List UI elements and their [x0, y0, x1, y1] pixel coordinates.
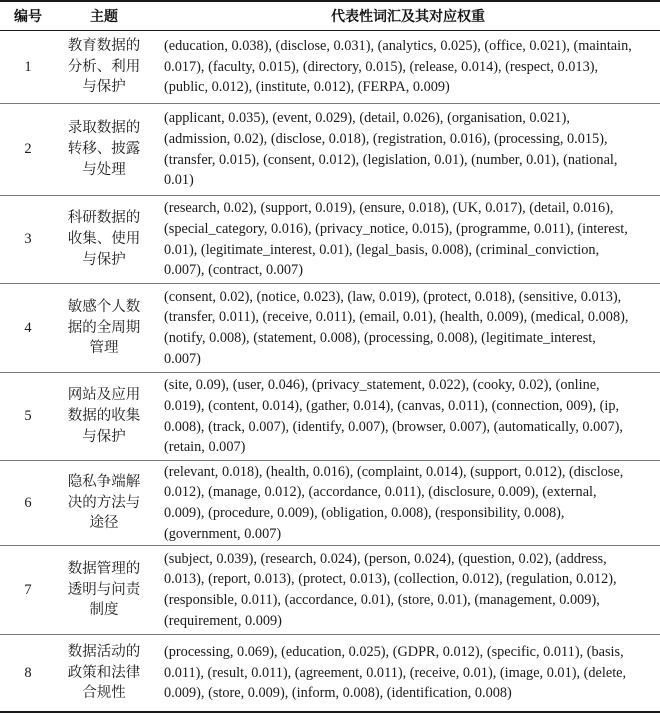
row-id: 5	[24, 408, 32, 424]
terms-line: 0.013), (report, 0.013), (protect, 0.013), (collection, 0.012), (regulation, 0.012),	[164, 571, 617, 588]
terms-line: 0.012), (manage, 0.012), (accordance, 0.011), (disclosure, 0.009), (external,	[164, 484, 597, 501]
topic-line: 据的全周期	[67, 319, 141, 336]
terms-line: 0.01), (legitimate_interest, 0.01), (legal_basis, 0.008), (criminal_conviction,	[164, 241, 600, 258]
row-id: 2	[24, 141, 32, 157]
row-id: 8	[24, 664, 32, 681]
terms-line: 0.007)	[164, 350, 201, 367]
topic-cell	[56, 559, 156, 621]
terms-line: (special_category, 0.016), (privacy_notice, 0.015), (programme, 0.011), (interest,	[164, 220, 628, 237]
terms-line: (admission, 0.02), (disclose, 0.018), (registration, 0.016), (processing, 0.015),	[164, 130, 608, 147]
terms-line: 0.009), (procedure, 0.009), (obligation, 0.008), (responsibility, 0.008),	[164, 505, 565, 521]
table-row	[0, 635, 660, 713]
topic-cell	[56, 297, 156, 359]
terms-cell	[156, 287, 660, 369]
terms-line: (consent, 0.02), (notice, 0.023), (law, 0.019), (protect, 0.018), (sensitive, 0.013),	[164, 288, 622, 305]
terms-cell	[156, 462, 660, 544]
topic-cell	[56, 208, 156, 270]
row-id: 6	[24, 494, 32, 511]
table-row	[0, 546, 660, 635]
terms-cell	[156, 549, 660, 631]
topic-cell	[56, 472, 156, 534]
header-topic: 主题	[90, 9, 118, 25]
topic-line: 教育数据的	[67, 37, 141, 54]
terms-line: (transfer, 0.015), (consent, 0.012), (legislation, 0.01), (number, 0.01), (national,	[164, 151, 618, 168]
terms-cell	[156, 36, 660, 98]
topic-line: 隐私争端解	[67, 473, 141, 490]
topic-line: 网站及应用	[67, 387, 141, 404]
topic-line: 决的方法与	[67, 494, 141, 511]
topic-line: 制度	[89, 602, 119, 619]
header-terms: 代表性词汇及其对应权重	[331, 9, 485, 25]
row-id: 7	[24, 581, 32, 598]
table-row	[0, 373, 660, 461]
table-row	[0, 31, 660, 104]
topic-line: 与处理	[82, 161, 126, 178]
topic-cell	[56, 385, 156, 447]
terms-line: (subject, 0.039), (research, 0.024), (person, 0.024), (question, 0.02), (address,	[164, 550, 607, 567]
row-id: 1	[24, 58, 32, 75]
terms-line: 0.017), (faculty, 0.015), (directory, 0.015), (release, 0.014), (respect, 0.013),	[164, 58, 599, 75]
header-id: 编号	[14, 9, 42, 25]
table-row	[0, 196, 660, 284]
topic-line: 与保护	[82, 428, 126, 445]
terms-line: (site, 0.09), (user, 0.046), (privacy_statement, 0.022), (cooky, 0.02), (online,	[164, 377, 600, 394]
terms-line: 0.008), (track, 0.007), (identify, 0.007), (browser, 0.007), (automatically, 0.007),	[164, 418, 623, 435]
table-row	[0, 104, 660, 196]
topic-line: 数据活动的	[67, 643, 141, 660]
topic-line: 透明与问责	[67, 581, 141, 598]
row-id: 4	[24, 319, 32, 336]
topic-line: 分析、利用	[67, 58, 141, 75]
topic-line: 收集、使用	[67, 231, 141, 248]
terms-line: (transfer, 0.011), (receive, 0.011), (email, 0.01), (health, 0.009), (medical, 0.008),	[164, 309, 629, 326]
row-id: 3	[24, 231, 32, 247]
topic-line: 数据的收集	[67, 408, 141, 425]
terms-line: 0.011), (result, 0.011), (agreement, 0.011), (receive, 0.01), (image, 0.01), (delete,	[164, 664, 627, 681]
topic-cell	[56, 36, 156, 98]
topic-line: 与保护	[82, 251, 126, 268]
topic-cell	[56, 642, 156, 704]
terms-cell	[156, 198, 660, 280]
table-row	[0, 461, 660, 546]
topic-line: 转移、披露	[67, 141, 141, 158]
terms-line: (requirement, 0.009)	[164, 612, 282, 629]
terms-line: (education, 0.038), (disclose, 0.031), (analytics, 0.025), (office, 0.021), (maintain,	[164, 38, 632, 55]
terms-line: (responsible, 0.011), (accordance, 0.01), (store, 0.01), (management, 0.009),	[164, 592, 600, 608]
terms-line: (notify, 0.008), (statement, 0.008), (processing, 0.008), (legitimate_interest,	[164, 330, 596, 346]
topic-line: 科研数据的	[67, 210, 141, 227]
topic-line: 途径	[89, 515, 119, 532]
terms-line: (processing, 0.069), (education, 0.025), (GDPR, 0.012), (specific, 0.011), (basis,	[164, 644, 624, 661]
terms-cell	[156, 375, 660, 457]
terms-line: 0.009), (store, 0.009), (inform, 0.008), (identification, 0.008)	[164, 685, 512, 702]
topic-line: 与保护	[82, 79, 126, 96]
terms-cell	[156, 108, 660, 190]
topic-line: 敏感个人数	[67, 298, 141, 315]
terms-line: (government, 0.007)	[164, 525, 282, 542]
table-header	[0, 2, 660, 31]
topic-cell	[56, 118, 156, 180]
terms-line: (applicant, 0.035), (event, 0.029), (detail, 0.026), (organisation, 0.021),	[164, 110, 570, 127]
terms-cell	[156, 642, 660, 704]
terms-line: (research, 0.02), (support, 0.019), (ensure, 0.018), (UK, 0.017), (detail, 0.016),	[164, 200, 614, 217]
terms-line: 0.01)	[164, 172, 194, 189]
topic-line: 管理	[89, 340, 119, 357]
table-row	[0, 284, 660, 373]
topic-line: 政策和法律	[67, 664, 141, 681]
terms-line: (relevant, 0.018), (health, 0.016), (complaint, 0.014), (support, 0.012), (disclose,	[164, 463, 624, 480]
terms-line: (retain, 0.007)	[164, 439, 246, 456]
terms-line: 0.019), (content, 0.014), (gather, 0.014), (canvas, 0.011), (connection, 009), (ip,	[164, 397, 620, 414]
terms-line: 0.007), (contract, 0.007)	[164, 262, 303, 279]
topic-line: 数据管理的	[67, 560, 141, 577]
terms-line: (public, 0.012), (institute, 0.012), (FERPA, 0.009)	[164, 79, 450, 96]
topic-line: 录取数据的	[67, 120, 141, 137]
topic-line: 合规性	[82, 685, 126, 702]
